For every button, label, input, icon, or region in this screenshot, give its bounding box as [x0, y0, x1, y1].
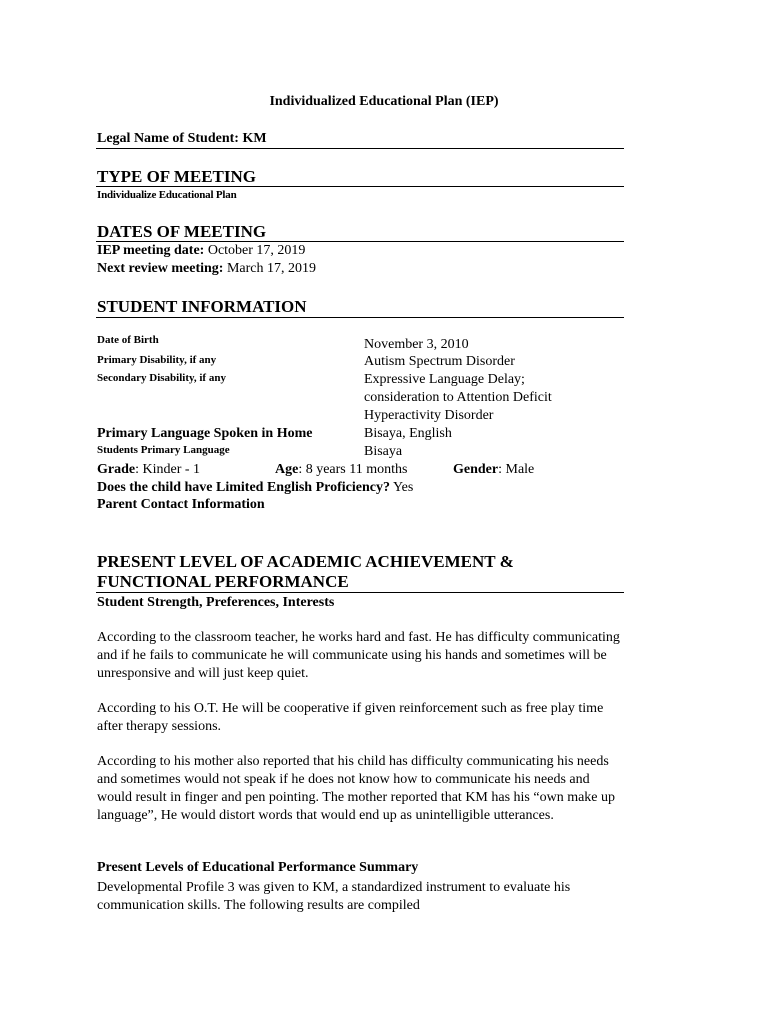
age-value: : 8 years 11 months [298, 462, 408, 477]
home-language-label: Primary Language Spoken in Home [97, 426, 313, 441]
student-language-label: Students Primary Language [97, 444, 230, 456]
strengths-subheading: Student Strength, Preferences, Interests [97, 595, 335, 610]
dob-label: Date of Birth [97, 334, 159, 346]
primary-disability-value: Autism Spectrum Disorder [364, 354, 515, 369]
next-review-value: March 17, 2019 [226, 261, 317, 276]
document-title: Individualized Educational Plan (IEP) [269, 94, 499, 109]
grade-label: Grade [97, 462, 136, 477]
divider [96, 186, 624, 187]
divider [96, 317, 624, 318]
divider [96, 592, 624, 593]
home-language-value: Bisaya, English [364, 426, 452, 441]
type-of-meeting-heading: TYPE OF MEETING [97, 167, 256, 186]
age-label: Age [275, 462, 299, 477]
summary-text: Developmental Profile 3 was given to KM, a standardized instrument to evaluate his communication skills. The following results are compiled [97, 880, 571, 913]
divider [96, 148, 624, 149]
grade-value: : Kinder - 1 [135, 462, 201, 477]
iep-meeting-date-label: IEP meeting date: [97, 243, 205, 258]
lep-value: Yes [392, 480, 414, 495]
gender-value: : Male [498, 462, 535, 477]
secondary-disability-label: Secondary Disability, if any [97, 372, 226, 384]
present-level-heading-line1: PRESENT LEVEL OF ACADEMIC ACHIEVEMENT & [97, 552, 514, 571]
dob-value: November 3, 2010 [364, 337, 469, 352]
secondary-disability-value-line2: consideration to Attention Deficit [364, 390, 552, 405]
type-of-meeting-value: Individualize Educational Plan [97, 189, 237, 201]
present-level-heading-line2: FUNCTIONAL PERFORMANCE [97, 572, 349, 591]
gender-label: Gender [453, 462, 499, 477]
primary-disability-label: Primary Disability, if any [97, 354, 217, 366]
iep-meeting-date-value: October 17, 2019 [207, 243, 306, 258]
legal-name-row [97, 131, 267, 147]
student-language-value: Bisaya [364, 444, 403, 459]
next-review-row [97, 261, 316, 277]
legal-name-label: Legal Name of Student: [97, 131, 239, 146]
next-review-label: Next review meeting: [97, 261, 224, 276]
paragraph-mother: According to his mother also reported that his child has difficulty communicating his needs and sometimes would not speak if he does not know how to communicate his needs and would result in finger and pen pointing. The mother reported that KM has his “own make up language”, He would distort words that would end up as unintelligible utterances. [97, 754, 616, 823]
lep-row [97, 480, 413, 496]
student-information-heading: STUDENT INFORMATION [97, 297, 307, 316]
parent-contact-label: Parent Contact Information [97, 497, 265, 512]
grade-field [97, 462, 200, 478]
dates-of-meeting-heading: DATES OF MEETING [97, 222, 267, 241]
divider [96, 241, 624, 242]
age-field [275, 462, 407, 478]
secondary-disability-value-line1: Expressive Language Delay; [364, 372, 525, 387]
legal-name-value: KM [242, 131, 267, 146]
lep-label: Does the child have Limited English Proficiency? [97, 480, 390, 495]
paragraph-teacher: According to the classroom teacher, he works hard and fast. He has difficulty communicating and if he fails to communicate he will communicate using his hands and sometimes will be unresponsive and will just keep quiet. [97, 630, 620, 681]
summary-heading: Present Levels of Educational Performance Summary [97, 860, 419, 875]
gender-field [453, 462, 534, 478]
iep-meeting-date-row [97, 243, 305, 259]
paragraph-ot: According to his O.T. He will be cooperative if given reinforcement such as free play time after therapy sessions. [97, 701, 604, 734]
secondary-disability-value-line3: Hyperactivity Disorder [364, 408, 494, 423]
